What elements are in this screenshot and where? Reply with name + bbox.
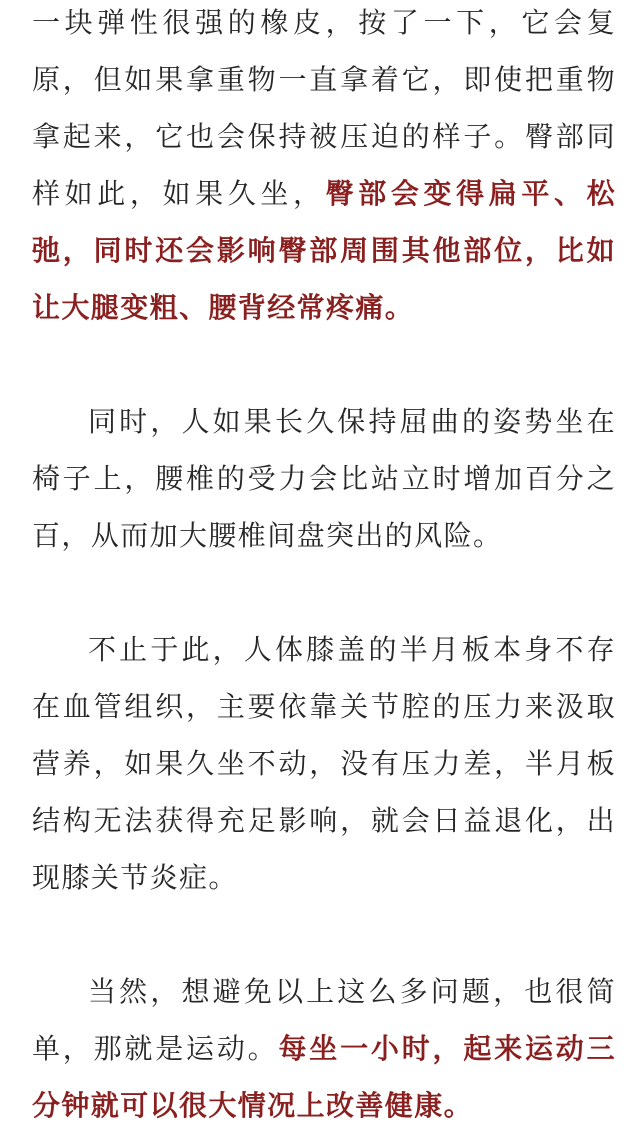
paragraph-4 <box>32 963 616 1134</box>
paragraph-2 <box>32 393 616 564</box>
paragraph-4-emphasis: 每坐一小时，起来运动三分钟就可以很大情况上改善健康。 <box>32 1032 617 1122</box>
paragraph-4-text: 当然，想避免以上这么多问题，也很简单，那就是运动。 <box>32 975 616 1065</box>
paragraph-3-text: 不止于此，人体膝盖的半月板本身不存在血管组织，主要依靠关节腔的压力来汲取营养，如果久坐不动，没有压力差，半月板结构无法获得充足影响，就会日益退化，出现膝关节炎症。 <box>32 633 616 894</box>
paragraph-1 <box>32 0 616 336</box>
paragraph-3 <box>32 621 616 906</box>
paragraph-1-text: 一块弹性很强的橡皮，按了一下，它会复原，但如果拿重物一直拿着它，即使把重物拿起来，它也会保持被压迫的样子。臀部同样如此，如果久坐， <box>32 6 616 210</box>
paragraph-2-text: 同时，人如果长久保持屈曲的姿势坐在椅子上，腰椎的受力会比站立时增加百分之百，从而加大腰椎间盘突出的风险。 <box>32 405 616 552</box>
paragraph-1-emphasis: 臀部会变得扁平、松弛，同时还会影响臀部周围其他部位，比如让大腿变粗、腰背经常疼痛。 <box>32 177 616 324</box>
article-body <box>32 0 616 1134</box>
